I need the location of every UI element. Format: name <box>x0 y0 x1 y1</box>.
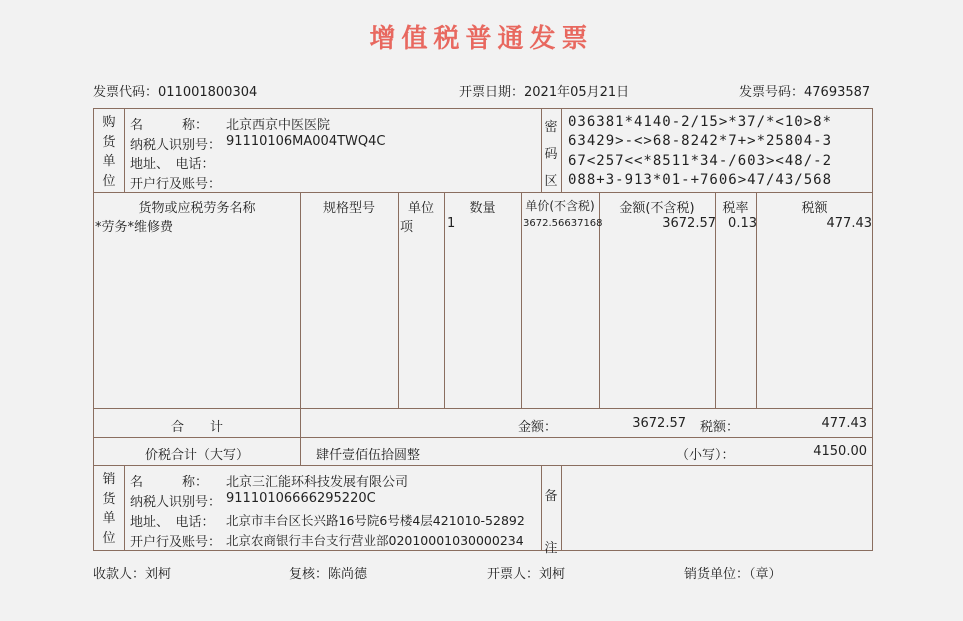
vertical-label-char: 区 <box>544 174 558 189</box>
footer-issuer <box>487 563 565 582</box>
row-qty: 1 <box>447 216 456 231</box>
vertical-label-char: 位 <box>102 173 116 189</box>
invoice-date-value: 2021年05月21日 <box>524 85 630 100</box>
footer-payee-value: 刘柯 <box>145 567 172 582</box>
vertical-label-char: 销 <box>102 472 116 487</box>
cipher-line: 63429>-<>68-8242*7+>*25804-3 <box>568 133 833 149</box>
vertical-label-char: 位 <box>102 530 116 546</box>
row-rate: 0.13 <box>728 216 757 231</box>
divider-grand <box>93 465 873 466</box>
seller-addr: 北京市丰台区长兴路16号院6号楼4层421010-52892 <box>226 513 525 528</box>
footer-review-label: 复核： <box>289 567 329 582</box>
buyer-bank-label: 开户行及账号： <box>130 177 222 192</box>
totals-label: 合 计 <box>170 420 223 435</box>
divider-totals-left <box>300 408 301 465</box>
col-divider <box>398 192 399 408</box>
seller-side-label <box>94 470 124 548</box>
col-divider <box>521 192 522 408</box>
remark-side-label <box>540 471 562 575</box>
vertical-label-char: 码 <box>544 147 558 162</box>
seller-bank: 北京农商银行丰台支行营业部02010001030000234 <box>226 533 524 548</box>
vertical-label-char: 密 <box>544 120 558 135</box>
grand-label: 价税合计（大写） <box>144 448 249 463</box>
col-header-tax: 税额 <box>801 201 828 216</box>
cipher-line: 036381*4140-2/15>*37/*<10>8* <box>568 114 833 130</box>
row-amount: 3672.57 <box>662 216 716 231</box>
seller-name: 北京三汇能环科技发展有限公司 <box>226 475 409 490</box>
vertical-label-char: 单 <box>102 154 116 169</box>
invoice-title: 增值税普通发票 <box>369 24 594 54</box>
invoice-number <box>739 81 870 100</box>
totals-tax-label: 税额： <box>700 420 740 435</box>
footer-payee-label: 收款人： <box>93 567 146 582</box>
vertical-label-char: 注 <box>544 541 558 556</box>
buyer-name-label: 名 称： <box>130 118 209 133</box>
buyer-tax-id: 91110106MA004TWQ4C <box>226 134 386 149</box>
grand-small: 4150.00 <box>813 444 867 459</box>
footer-review-value: 陈尚德 <box>328 567 368 582</box>
invoice-date-label: 开票日期： <box>459 85 525 100</box>
col-header-unit: 单位 <box>407 201 434 216</box>
invoice-code <box>93 81 257 100</box>
buyer-side-label <box>94 113 124 191</box>
col-header-price: 单价(不含税) <box>525 199 595 213</box>
col-header-name: 货物或应税劳务名称 <box>138 201 256 216</box>
row-name: *劳务*维修费 <box>95 220 174 235</box>
invoice-date <box>459 81 629 100</box>
vertical-label-char: 购 <box>102 115 116 130</box>
buyer-name: 北京西京中医医院 <box>226 118 331 133</box>
seller-bank-label: 开户行及账号： <box>130 535 222 550</box>
invoice-number-label: 发票号码： <box>739 85 805 100</box>
divider-seller-side <box>124 465 125 551</box>
buyer-addr-label: 地址、 电话： <box>130 157 215 172</box>
seller-tax-label: 纳税人识别号： <box>130 495 222 510</box>
col-header-qty: 数量 <box>469 201 496 216</box>
cipher-side-label <box>540 114 562 195</box>
divider-buyer-side <box>124 108 125 192</box>
col-divider <box>444 192 445 408</box>
buyer-tax-label: 纳税人识别号： <box>130 138 222 153</box>
row-unit: 项 <box>400 220 414 235</box>
invoice-code-value: 011001800304 <box>158 85 258 100</box>
footer-issuer-value: 刘柯 <box>539 567 566 582</box>
vertical-label-char: 备 <box>544 489 558 504</box>
invoice-number-value: 47693587 <box>804 85 871 100</box>
vertical-label-char: 货 <box>102 134 116 150</box>
seller-tax-id: 91110106666295220C <box>226 491 376 506</box>
col-header-rate: 税率 <box>722 201 749 216</box>
row-tax: 477.43 <box>826 216 872 231</box>
col-divider <box>300 192 301 408</box>
invoice-code-label: 发票代码： <box>93 85 159 100</box>
totals-tax: 477.43 <box>821 416 867 431</box>
footer-seller-seal: 销货单位：（章） <box>684 567 782 582</box>
seller-addr-label: 地址、 电话： <box>130 515 215 530</box>
footer-issuer-label: 开票人： <box>487 567 540 582</box>
grand-words: 肆仟壹佰伍拾圆整 <box>316 448 421 463</box>
totals-amount: 3672.57 <box>632 416 686 431</box>
row-price: 3672.56637168 <box>523 218 603 229</box>
cipher-line: 088+3-913*01-+7606>47/43/568 <box>568 172 833 188</box>
col-header-spec: 规格型号 <box>322 201 375 216</box>
vertical-label-char: 单 <box>102 511 116 526</box>
vertical-label-char: 货 <box>102 491 116 507</box>
divider-totals <box>93 437 873 438</box>
footer-review <box>289 563 367 582</box>
totals-amount-label: 金额： <box>518 420 558 435</box>
col-header-amount: 金额(不含税) <box>619 201 695 216</box>
cipher-line: 67<257<<*8511*34-/603><48/-2 <box>568 153 833 169</box>
seller-name-label: 名 称： <box>130 475 209 490</box>
footer-payee <box>93 563 171 582</box>
grand-small-label: （小写）： <box>676 448 735 463</box>
divider-items <box>93 408 873 409</box>
